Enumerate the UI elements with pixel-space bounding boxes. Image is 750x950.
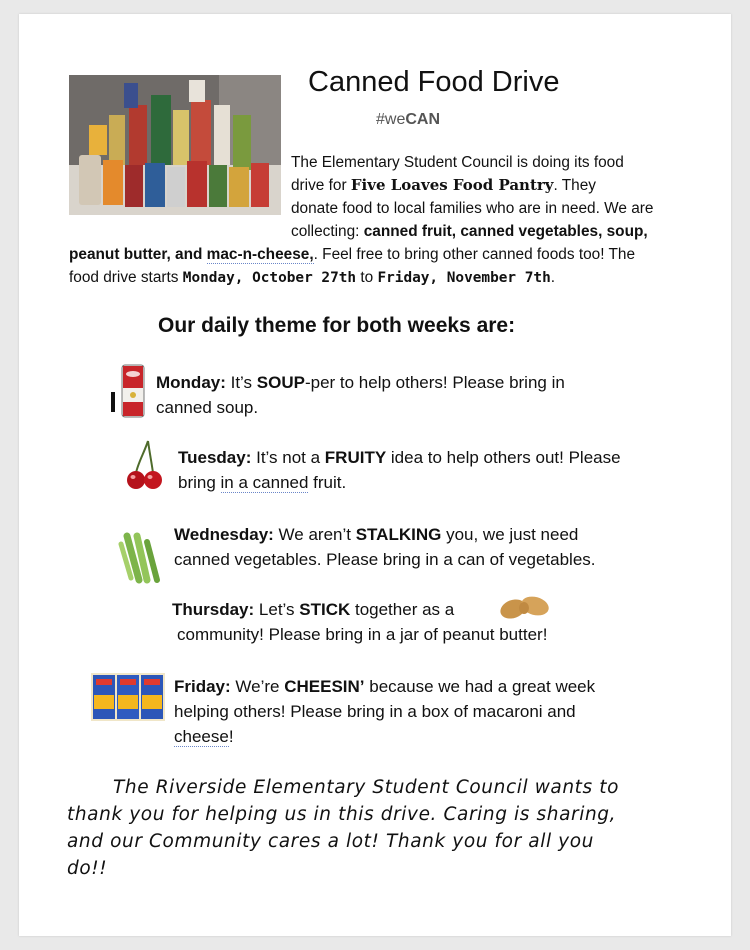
- hashtag: [376, 111, 440, 129]
- tuesday-keyword: FRUITY: [324, 448, 387, 467]
- intro-line-6: [69, 266, 555, 290]
- mac-n-cheese-text: mac-n-cheese,: [206, 246, 314, 263]
- friday-underlined: cheese: [174, 727, 229, 746]
- tuesday-line-1: [178, 445, 621, 470]
- wednesday-line-1: [174, 522, 578, 547]
- hashtag-prefix: #we: [376, 111, 406, 128]
- tuesday-post: idea to help others out! Please: [386, 448, 621, 467]
- intro-line-6-prefix: food drive starts: [69, 269, 183, 286]
- thursday-pre: Let’s: [254, 600, 300, 619]
- wednesday-post: you, we just need: [441, 525, 579, 544]
- page-title: Canned Food Drive: [308, 66, 560, 98]
- thursday-post: together as a: [350, 600, 455, 619]
- celery-icon: [117, 532, 163, 589]
- monday-keyword: SOUP: [256, 373, 305, 392]
- pantry-name: Five Loaves Food Pantry: [350, 176, 554, 194]
- tuesday-label: Tuesday:: [178, 448, 252, 467]
- friday-post: because we had a great week: [364, 677, 596, 696]
- thursday-label: Thursday:: [172, 600, 255, 619]
- intro-line-1: The Elementary Student Council is doing its food: [291, 154, 624, 171]
- wednesday-pre: We aren’t: [273, 525, 356, 544]
- friday-line-3: [174, 724, 234, 749]
- thursday-keyword: STICK: [299, 600, 351, 619]
- friday-label: Friday:: [174, 677, 231, 696]
- tuesday-line-2: [178, 470, 346, 495]
- intro-line-3: donate food to local families who are in need. We are: [291, 200, 654, 217]
- friday-pre: We’re: [230, 677, 285, 696]
- tuesday-underlined: in a canned: [220, 473, 309, 492]
- soup-can-icon: [121, 364, 145, 423]
- thursday-line-1: [172, 597, 454, 622]
- monday-line-2: canned soup.: [156, 398, 259, 417]
- tuesday-pre: It’s not a: [251, 448, 325, 467]
- closing-note: [67, 774, 707, 882]
- closing-line-4: do!!: [67, 858, 108, 879]
- tuesday-line-2-post: fruit.: [308, 473, 347, 492]
- themes-heading: Our daily theme for both weeks are:: [158, 314, 516, 337]
- intro-line-2: [291, 174, 596, 197]
- friday-line-1: [174, 674, 595, 699]
- intro-line-5: [69, 243, 635, 266]
- tuesday-line-2-pre: bring: [178, 473, 221, 492]
- canned-goods-photo: [69, 75, 281, 215]
- closing-line-3: and our Community cares a lot! Thank you for all you: [67, 831, 594, 852]
- intro-line-4-prefix: collecting:: [291, 223, 364, 240]
- intro-line-4: [291, 220, 648, 243]
- cherries-icon: [126, 439, 164, 496]
- closing-line-2: thank you for helping us in this drive. Caring is sharing,: [67, 804, 617, 825]
- monday-label: Monday:: [156, 373, 226, 392]
- wednesday-keyword: STALKING: [355, 525, 442, 544]
- monday-post: -per to help others! Please bring in: [304, 373, 565, 392]
- intro-line-2-prefix: drive for: [291, 177, 351, 194]
- friday-line-2: helping others! Please bring in a box of macaroni and: [174, 702, 576, 721]
- monday-line-1: [156, 370, 565, 395]
- flyer-page: [19, 14, 731, 936]
- closing-line-1-text: The Riverside Elementary Student Council wants to: [113, 777, 620, 798]
- intro-line-5-bold: peanut butter, and: [69, 246, 207, 263]
- text-cursor-mark: [111, 392, 115, 412]
- end-date: Friday, November 7th: [377, 270, 551, 286]
- friday-keyword: CHEESIN’: [284, 677, 365, 696]
- friday-line-3-post: !: [228, 727, 234, 746]
- intro-line-6-mid: to: [356, 269, 378, 286]
- intro-line-6-suffix: .: [550, 269, 556, 286]
- start-date: Monday, October 27th: [182, 270, 357, 286]
- closing-line-1: [67, 774, 707, 801]
- hashtag-bold: CAN: [405, 111, 441, 128]
- intro-line-5-suffix: . Feel free to bring other canned foods too! The: [313, 246, 636, 263]
- wednesday-label: Wednesday:: [174, 525, 274, 544]
- collecting-items: canned fruit, canned vegetables, soup,: [363, 223, 648, 240]
- intro-line-2-suffix: . They: [553, 177, 596, 194]
- wednesday-line-2: canned vegetables. Please bring in a can of vegetables.: [174, 550, 596, 569]
- monday-pre: It’s: [225, 373, 257, 392]
- thursday-line-2: community! Please bring in a jar of peanut butter!: [177, 625, 548, 644]
- mac-and-cheese-boxes-icon: [91, 673, 165, 726]
